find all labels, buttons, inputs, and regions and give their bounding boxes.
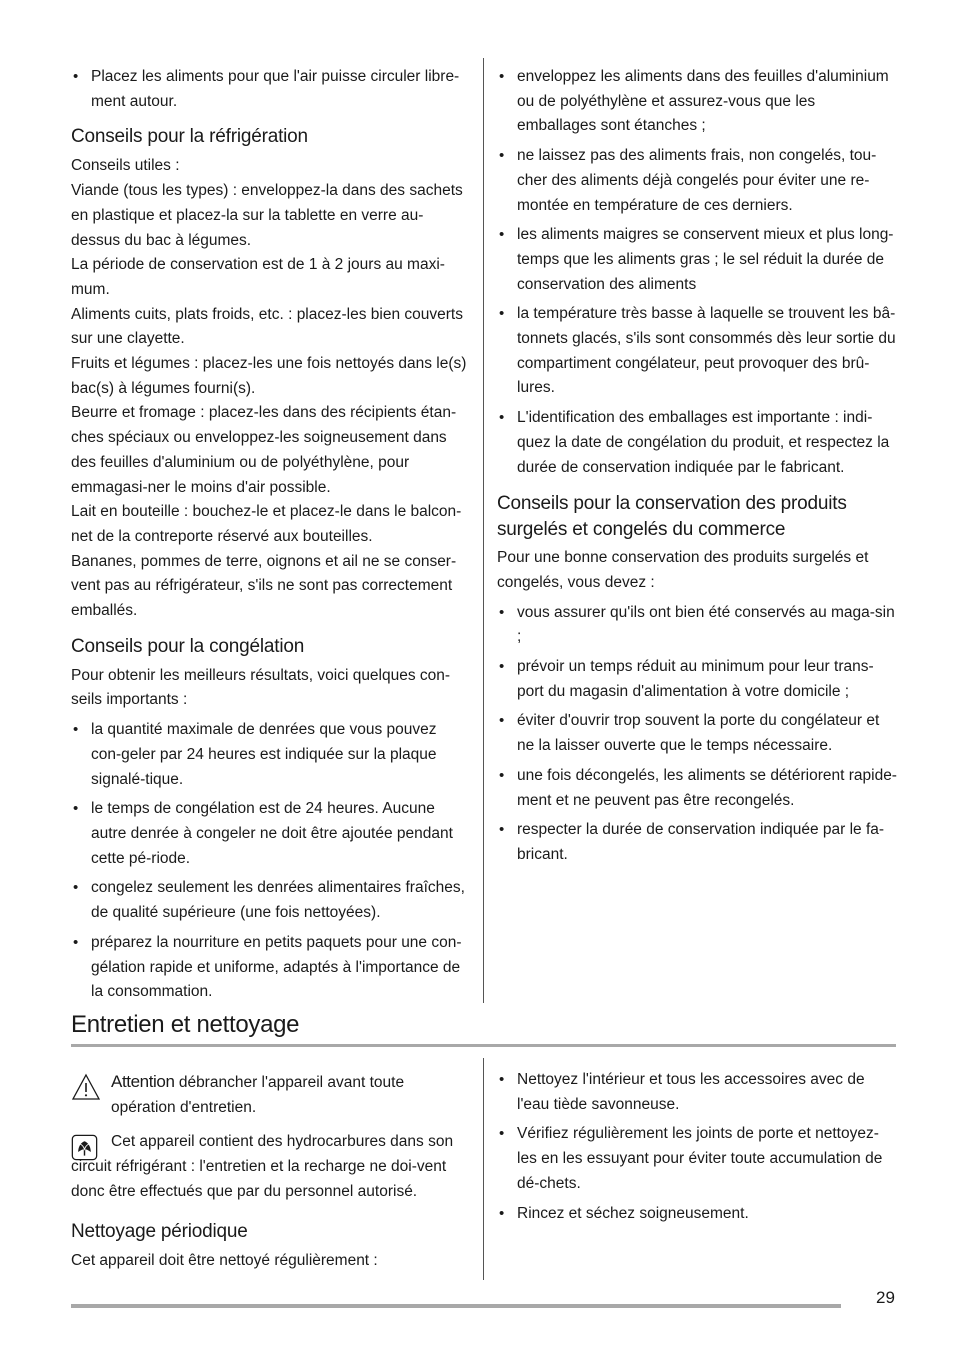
list-item: • la quantité maximale de denrées que vous pouvez con-geler par 24 heures est indiquée sur la plaque signalé-tique. bbox=[71, 718, 469, 792]
list-item: • enveloppez les aliments dans des feuilles d'aluminium ou de polyéthylène et assurez-vous que les emballages sont étanches ; bbox=[497, 65, 897, 139]
commerce-list bbox=[497, 601, 897, 868]
environment-text: Cet appareil contient des hydrocarbures dans son circuit réfrigérant : l'entretien et la recharge ne doi-vent donc être effectués que par du personnel autorisé. bbox=[71, 1133, 454, 1200]
commerce-heading: Conseils pour la conservation des produits surgelés et congelés du commerce bbox=[497, 493, 847, 541]
paragraph: Lait en bouteille : bouchez-le et placez-le dans le balcon-net de la contreporte réservé aux bouteilles. bbox=[71, 503, 462, 545]
list-item: • respecter la durée de conservation indiquée par le fa-bricant. bbox=[497, 818, 897, 867]
list-item: • la température très basse à laquelle se trouvent les bâ-tonnets glacés, s'ils sont consommés dès leur sortie du compartiment congélateur, peut provoquer des brû-lures. bbox=[497, 302, 897, 401]
freezing-intro: Pour obtenir les meilleurs résultats, voici quelques con-seils importants : bbox=[71, 666, 451, 709]
commerce-intro: Pour une bonne conservation des produits surgelés et congelés, vous devez : bbox=[497, 549, 869, 591]
attention-label: Attention bbox=[111, 1072, 175, 1091]
list-item: • le temps de congélation est de 24 heures. Aucune autre denrée à congeler ne doit être ajoutée pendant cette pé-riode. bbox=[71, 797, 469, 871]
left-column-top bbox=[71, 65, 469, 1005]
paragraph: Beurre et fromage : placez-les dans des récipients étan-ches spéciaux ou enveloppez-les soigneusement dans des feuilles d'aluminium ou de polyéthylène, pour emmagasi-ner le moins d'air possible. bbox=[71, 404, 457, 496]
paragraph: Fruits et légumes : placez-les une fois nettoyés dans le(s) bac(s) à légumes fourni(s). bbox=[71, 355, 467, 397]
paragraph: Conseils utiles : bbox=[71, 157, 180, 175]
list-item: • les aliments maigres se conservent mieux et plus long-temps que les aliments gras ; le sel réduit la durée de conservation des aliments bbox=[497, 223, 897, 297]
paragraph: La période de conservation est de 1 à 2 jours au maxi-mum. bbox=[71, 256, 445, 298]
refrigeration-heading: Conseils pour la réfrigération bbox=[71, 126, 308, 148]
freezing-list-continued bbox=[497, 65, 897, 480]
environment-notice bbox=[71, 1130, 469, 1204]
column-divider-top bbox=[483, 58, 484, 1003]
warning-triangle-icon bbox=[71, 1072, 101, 1102]
footer-rule bbox=[71, 1304, 841, 1308]
section-rule bbox=[71, 1044, 896, 1047]
left-column-bottom bbox=[71, 1070, 469, 1273]
column-divider-bottom bbox=[483, 1058, 484, 1280]
list-item: • Rincez et séchez soigneusement. bbox=[497, 1202, 897, 1227]
list-item: • L'identification des emballages est importante : indi-quez la date de congélation du produit, et respectez la durée de conservation indiquée par le fabricant. bbox=[497, 406, 897, 480]
page-number: 29 bbox=[876, 1288, 895, 1307]
attention-notice bbox=[71, 1070, 469, 1120]
paragraph: Aliments cuits, plats froids, etc. : placez-les bien couverts sur une clayette. bbox=[71, 305, 463, 348]
paragraph: Viande (tous les types) : enveloppez-la dans des sachets en plastique et placez-la sur la tablette en verre au-dessus du bac à légumes. bbox=[71, 182, 463, 249]
list-item: • congelez seulement les denrées alimentaires fraîches, de qualité supérieure (une fois nettoyées). bbox=[71, 876, 469, 925]
attention-text: débrancher l'appareil avant toute opération d'entretien. bbox=[111, 1074, 405, 1116]
right-column-top bbox=[497, 65, 897, 868]
periodic-cleaning-intro: Cet appareil doit être nettoyé régulièrement : bbox=[71, 1251, 378, 1269]
environment-leaf-icon bbox=[71, 1134, 98, 1161]
list-item: • éviter d'ouvrir trop souvent la porte du congélateur et ne la laisser ouverte que le temps nécessaire. bbox=[497, 709, 897, 758]
freezing-heading: Conseils pour la congélation bbox=[71, 635, 305, 657]
paragraph: Bananes, pommes de terre, oignons et ail ne se conser-vent pas au réfrigérateur, s'ils ne sont pas correctement emballés. bbox=[71, 552, 457, 620]
intro-list bbox=[71, 65, 469, 114]
right-column-bottom bbox=[497, 1068, 897, 1226]
freezing-list bbox=[71, 718, 469, 1005]
periodic-cleaning-heading: Nettoyage périodique bbox=[71, 1220, 248, 1242]
list-item: • ne laissez pas des aliments frais, non congelés, tou-cher des aliments déjà congelés pour éviter une re-montée en température de ces derniers. bbox=[497, 144, 897, 218]
list-item: • prévoir un temps réduit au minimum pour leur trans-port du magasin d'alimentation à votre domicile ; bbox=[497, 655, 897, 704]
list-item: • Placez les aliments pour que l'air puisse circuler libre-ment autour. bbox=[71, 65, 469, 114]
list-item: • une fois décongelés, les aliments se détériorent rapide-ment et ne peuvent pas être recongelés. bbox=[497, 764, 897, 813]
section-title: Entretien et nettoyage bbox=[71, 1011, 300, 1038]
list-item: • Nettoyez l'intérieur et tous les accessoires avec de l'eau tiède savonneuse. bbox=[497, 1068, 897, 1117]
list-item: • Vérifiez régulièrement les joints de porte et nettoyez-les en les essuyant pour éviter toute accumulation de dé-chets. bbox=[497, 1122, 897, 1196]
cleaning-list bbox=[497, 1068, 897, 1226]
refrigeration-tips bbox=[71, 154, 469, 623]
list-item: • vous assurer qu'ils ont bien été conservés au maga-sin ; bbox=[497, 601, 897, 650]
list-item: • préparez la nourriture en petits paquets pour une con-gélation rapide et uniforme, adaptés à l'importance de la consommation. bbox=[71, 931, 469, 1005]
